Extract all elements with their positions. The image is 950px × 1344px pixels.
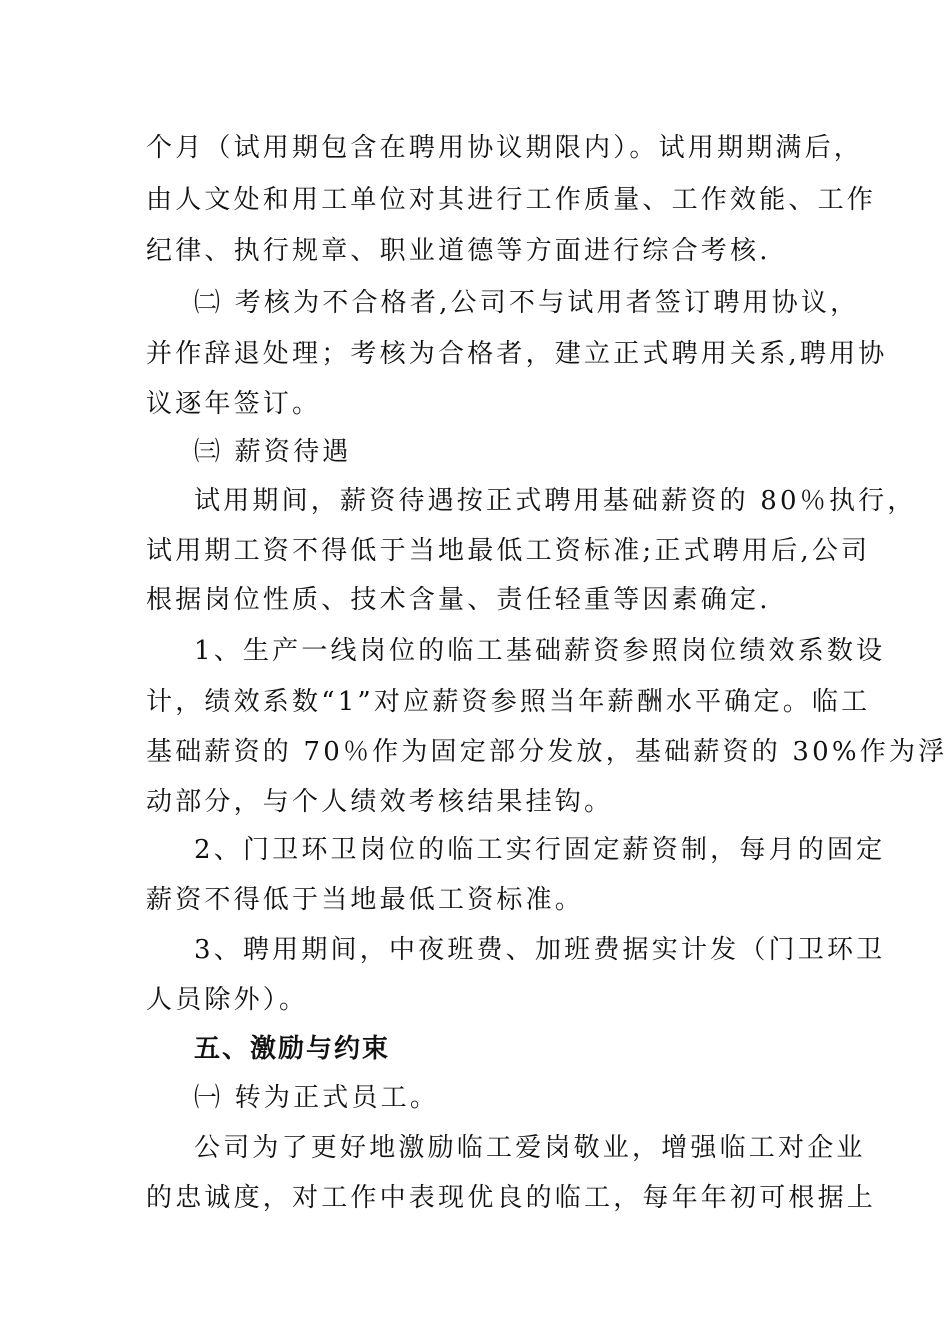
paragraph-line: 个月（试用期包含在聘用协议期限内）。试用期期满后， bbox=[146, 133, 864, 163]
clause-3-heading: ㈢ 薪资待遇 bbox=[194, 437, 352, 467]
paragraph-line: 基础薪资的 70％作为固定部分发放，基础薪资的 30%作为浮 bbox=[146, 737, 948, 767]
paragraph-line: 的忠诚度，对工作中表现优良的临工，每年年初可根据上 bbox=[146, 1183, 877, 1213]
section-heading: 五、激励与约束 bbox=[194, 1034, 391, 1064]
paragraph-line: 人员除外）。 bbox=[146, 985, 309, 1015]
item-3-line: 3、聘用期间，中夜班费、加班费据实计发（门卫环卫 bbox=[194, 935, 886, 965]
item-2-line: 2、门卫环卫岗位的临工实行固定薪资制，每月的固定 bbox=[194, 835, 886, 865]
paragraph-line: 公司为了更好地激励临工爱岗敬业，增强临工对企业 bbox=[194, 1133, 866, 1163]
paragraph-line: 计，绩效系数“1”对应薪资参照当年薪酬水平确定。临工 bbox=[146, 687, 871, 717]
paragraph-line: 纪律、执行规章、职业道德等方面进行综合考核. bbox=[146, 236, 771, 266]
paragraph-line: 薪资不得低于当地最低工资标准。 bbox=[146, 885, 585, 915]
paragraph-line: 试用期间，薪资待遇按正式聘用基础薪资的 80％执行， bbox=[194, 486, 917, 516]
paragraph-line: 试用期工资不得低于当地最低工资标准;正式聘用后,公司 bbox=[146, 536, 871, 566]
subsection-heading: ㈠ 转为正式员工。 bbox=[194, 1083, 440, 1113]
paragraph-line: 动部分，与个人绩效考核结果挂钩。 bbox=[146, 787, 614, 817]
paragraph-line: 并作辞退处理；考核为合格者，建立正式聘用关系,聘用协 bbox=[146, 339, 888, 369]
clause-2-line: ㈡ 考核为不合格者,公司不与试用者签订聘用协议， bbox=[194, 288, 860, 318]
paragraph-line: 根据岗位性质、技术含量、责任轻重等因素确定. bbox=[146, 585, 771, 615]
paragraph-line: 议逐年签订。 bbox=[146, 389, 322, 419]
item-1-line: 1、生产一线岗位的临工基础薪资参照岗位绩效系数设 bbox=[194, 636, 886, 666]
paragraph-line: 由人文处和用工单位对其进行工作质量、工作效能、工作 bbox=[146, 185, 877, 215]
